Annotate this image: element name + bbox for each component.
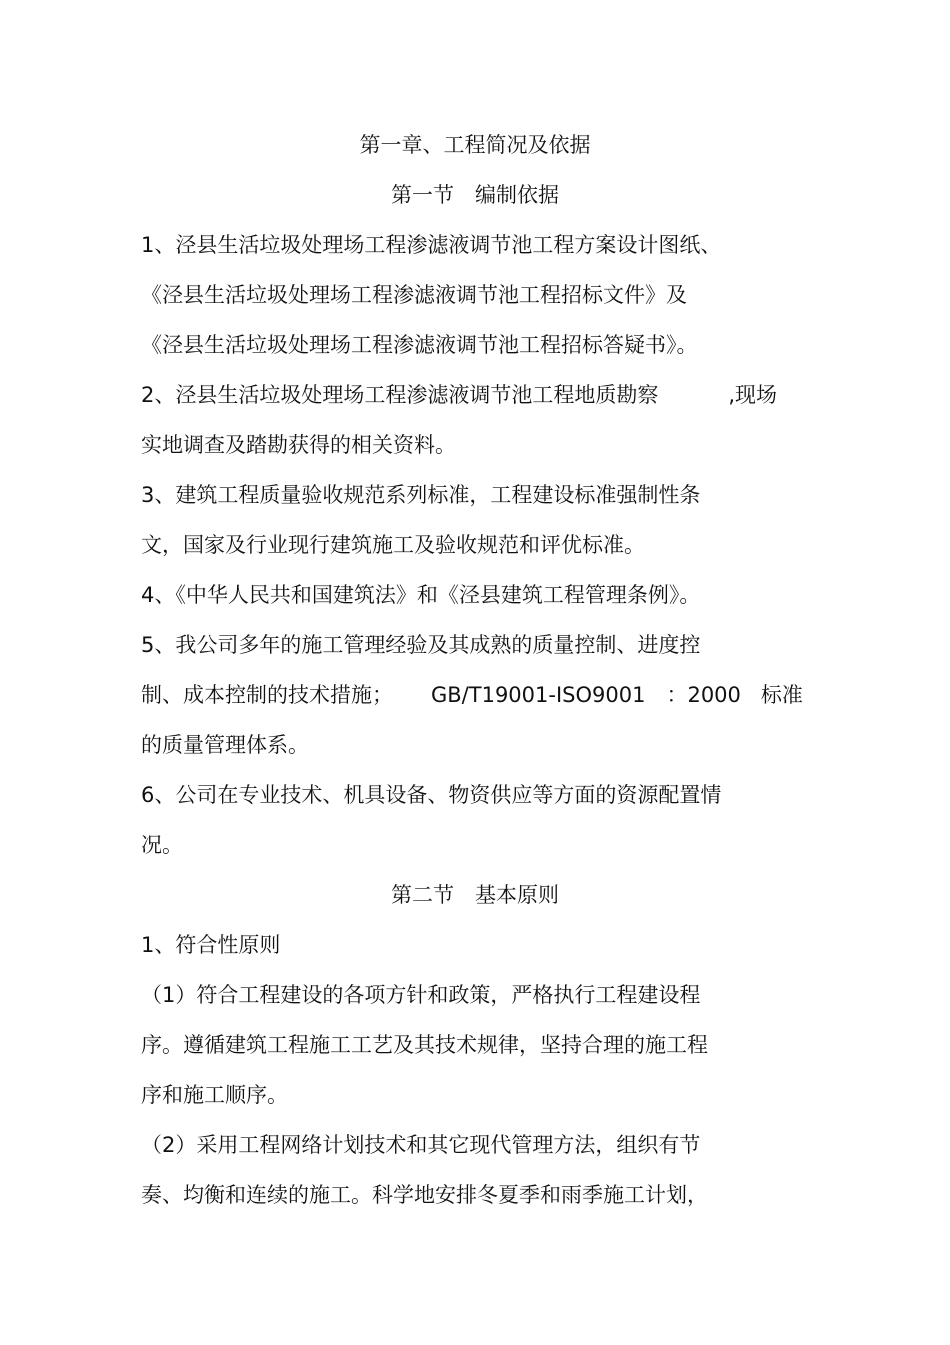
paragraph-line: 1、符合性原则 xyxy=(141,933,281,957)
paragraph-line: 《泾县生活垃圾处理场工程渗滤液调节池工程招标答疑书》。 xyxy=(141,333,698,357)
paragraph-line: 5、我公司多年的施工管理经验及其成熟的质量控制、进度控 xyxy=(141,633,701,657)
paragraph-line: 实地调查及踏勘获得的相关资料。 xyxy=(141,433,456,457)
paragraph-line: 的质量管理体系。 xyxy=(141,733,309,757)
paragraph-line: 奏、均衡和连续的施工。科学地安排冬夏季和雨季施工计划， xyxy=(141,1183,708,1207)
paragraph-line: 序和施工顺序。 xyxy=(141,1083,288,1107)
section-title: 第二节 基本原则 xyxy=(391,883,559,907)
paragraph-line: （1）符合工程建设的各项方针和政策，严格执行工程建设程 xyxy=(141,983,701,1007)
section-title: 第一节 编制依据 xyxy=(391,183,559,207)
line-text: 标准 xyxy=(760,683,803,707)
paragraph-line: 4、《中华人民共和国建筑法》和《泾县建筑工程管理条例》。 xyxy=(141,583,701,607)
paragraph-line xyxy=(141,681,803,709)
paragraph-line: 文，国家及行业现行建筑施工及验收规范和评优标准。 xyxy=(141,533,645,557)
paragraph-line: 《泾县生活垃圾处理场工程渗滤液调节池工程招标文件》及 xyxy=(141,283,687,307)
paragraph-line: （2）采用工程网络计划技术和其它现代管理方法，组织有节 xyxy=(141,1133,701,1157)
paragraph-line: 1、泾县生活垃圾处理场工程渗滤液调节池工程方案设计图纸、 xyxy=(141,233,722,257)
line-text: 2、泾县生活垃圾处理场工程渗滤液调节池工程地质勘察 xyxy=(141,383,659,407)
paragraph-line: 序。遵循建筑工程施工工艺及其技术规律，坚持合理的施工程 xyxy=(141,1033,708,1057)
paragraph-line: 况。 xyxy=(141,833,183,857)
line-text: 制、成本控制的技术措施； xyxy=(141,683,393,707)
paragraph-line: 6、公司在专业技术、机具设备、物资供应等方面的资源配置情 xyxy=(141,783,722,807)
paragraph-line xyxy=(141,381,777,409)
line-text: ,现场 xyxy=(728,383,778,407)
chapter-title: 第一章、工程简况及依据 xyxy=(359,133,591,157)
standard-code: GB/T19001-ISO9001 ：2000 xyxy=(431,683,741,707)
paragraph-line: 3、建筑工程质量验收规范系列标准，工程建设标准强制性条 xyxy=(141,483,701,507)
